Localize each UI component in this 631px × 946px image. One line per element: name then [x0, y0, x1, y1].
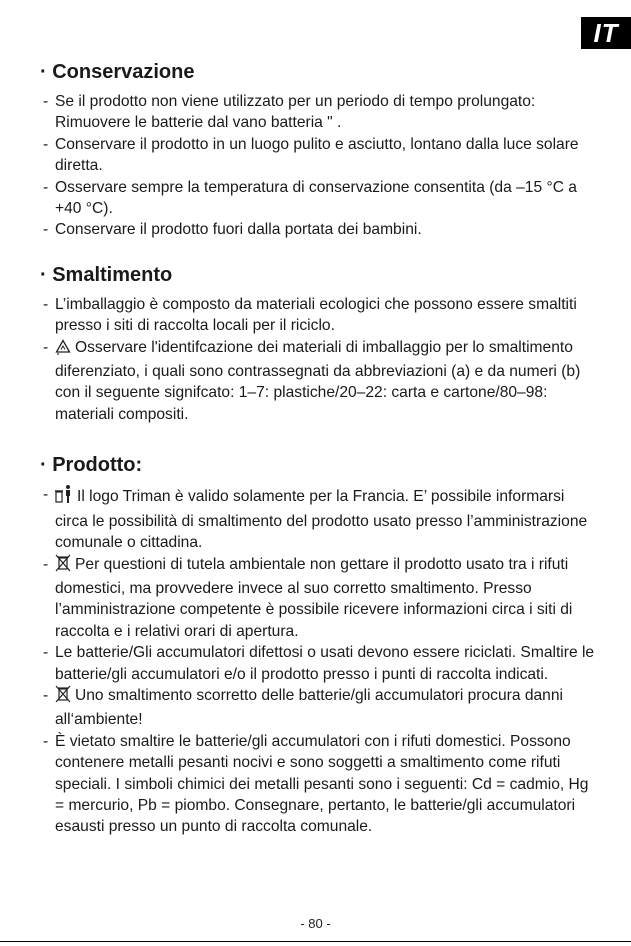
section-smaltimento — [40, 261, 600, 425]
list-item: - L’imballaggio è composto da materiali ecologici che possono essere smaltiti presso i siti di raccolta locali per il riciclo. — [43, 295, 577, 335]
crossed-bin-icon — [55, 685, 71, 709]
section-prodotto — [40, 451, 600, 838]
page-number: - 80 - — [300, 916, 331, 931]
list-item: - Conservare il prodotto in un luogo pulito e asciutto, lontano dalla luce solare diretta. — [43, 135, 579, 175]
list-item: - Il logo Triman è valido solamente per la Francia. E’ possibile informarsi circa le possibilità di smaltimento del prodotto usato presso l’amministrazione comunale o cittadina. — [43, 486, 588, 552]
item-text: Il logo Triman è valido solamente per la Francia. E’ possibile informarsi circa le possibilità di smaltimento del prodotto usato presso l’amministrazione comunale o cittadina. — [55, 488, 588, 552]
list-item: - È vietato smaltire le batterie/gli accumulatori con i rifuti domestici. Possono contenere metalli pesanti nocivi e sono soggetti a smaltimento come rifuti speciali. I simboli chimici dei metalli pesanti sono i seguenti: Cd = cadmio, Hg = mercurio, Pb = piombo. Consegnare, pertanto, le batterie/gli accumulatori esausti presso un punto di raccolta comunale. — [43, 732, 589, 836]
item-text: Se il prodotto non viene utilizzato per un periodo di tempo prolungato: Rimuovere le batterie dal vano batteria " . — [55, 93, 536, 132]
list-item: - Osservare sempre la temperatura di conservazione consentita (da –15 °C a +40 °C). — [43, 178, 577, 218]
item-text: Per questioni di tutela ambientale non gettare il prodotto usato tra i rifuti domestici, ma provvedere invece al suo corretto smaltimento. Presso l’amministrazione competente è possibile ricevere informazioni circa i siti di raccolta e i relativi orari di apertura. — [55, 555, 573, 640]
list-item: - Uno smaltimento scorretto delle batterie/gli accumulatori procura danni all‘ambiente! — [43, 686, 563, 729]
item-list — [40, 294, 600, 425]
footer-divider — [0, 941, 631, 942]
triman-icon — [55, 484, 73, 510]
item-text: Osservare l'identifcazione dei materiali di imballaggio per lo smaltimento diferenziato, i quali sono contrassegnati da abbreviazioni (a) e da numeri (b) con il seguente signifcato: 1–7: plastiche/20–22: carta e cartone/80–98: materiali compositi. — [55, 338, 581, 423]
section-title: · Conservazione — [40, 61, 195, 83]
item-text: Le batterie/Gli accumulatori difettosi o usati devono essere riciclati. Smaltire le batterie/gli accumulatori e/o il prodotto presso i punti di raccolta indicati. — [55, 644, 595, 683]
item-list — [40, 91, 600, 241]
section-title: · Smaltimento — [40, 263, 173, 286]
item-text: È vietato smaltire le batterie/gli accumulatori con i rifuti domestici. Possono contenere metalli pesanti nocivi e sono soggetti a smaltimento come rifuti speciali. I simboli chimici dei metalli pesanti sono i seguenti: Cd = cadmio, Hg = mercurio, Pb = piombo. Consegnare, pertanto, le batterie/gli accumulatori esausti presso un punto di raccolta comunale. — [55, 732, 589, 836]
item-text: L’imballaggio è composto da materiali ecologici che possono essere smaltiti presso i siti di raccolta locali per il riciclo. — [55, 295, 577, 335]
item-text: Uno smaltimento scorretto delle batterie/gli accumulatori procura danni all‘ambiente! — [55, 686, 563, 729]
list-item: - Se il prodotto non viene utilizzato per un periodo di tempo prolungato: Rimuovere le batterie dal vano batteria " . — [43, 93, 536, 132]
page-content — [40, 58, 600, 864]
item-text: Conservare il prodotto in un luogo pulito e asciutto, lontano dalla luce solare diretta. — [55, 135, 579, 175]
list-item: - Per questioni di tutela ambientale non gettare il prodotto usato tra i rifuti domestici, ma provvedere invece al suo corretto smaltimento. Presso l’amministrazione competente è possibile ricevere informazioni circa i siti di raccolta e i relativi orari di apertura. — [43, 555, 573, 640]
recycle-icon — [55, 339, 71, 361]
section-conservazione — [40, 58, 600, 241]
list-item: - Osservare l'identifcazione dei materiali di imballaggio per lo smaltimento diferenziato, i quali sono contrassegnati da abbreviazioni (a) e da numeri (b) con il seguente signifcato: 1–7: plastiche/20–22: carta e cartone/80–98: materiali compositi. — [43, 338, 581, 423]
item-text: Conservare il prodotto fuori dalla portata dei bambini. — [55, 221, 422, 239]
item-text: Osservare sempre la temperatura di conservazione consentita (da –15 °C a +40 °C). — [55, 178, 577, 218]
item-list — [40, 484, 600, 838]
section-title: · Prodotto: — [40, 454, 143, 477]
crossed-bin-icon — [55, 554, 71, 578]
list-item: - Conservare il prodotto fuori dalla portata dei bambini. — [43, 221, 422, 239]
list-item: - Le batterie/Gli accumulatori difettosi o usati devono essere riciclati. Smaltire le batterie/gli accumulatori e/o il prodotto presso i punti di raccolta indicati. — [43, 644, 595, 683]
language-badge: IT — [581, 17, 631, 49]
